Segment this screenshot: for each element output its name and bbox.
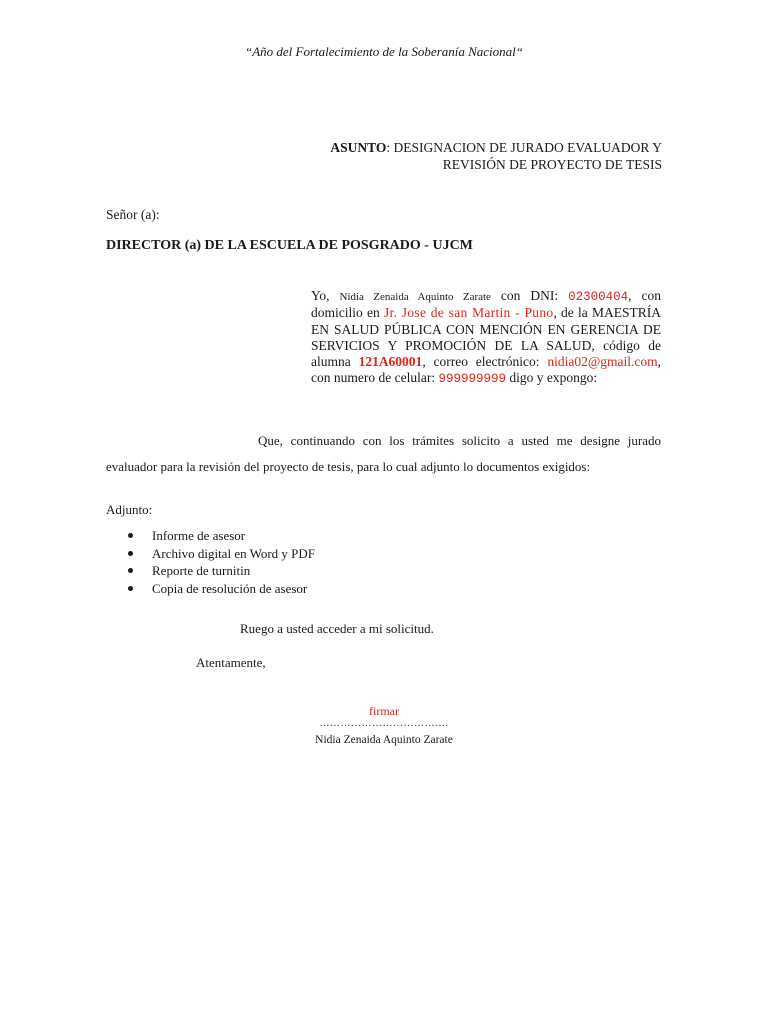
plea: Ruego a usted acceder a mi solicitud. xyxy=(240,621,434,636)
bullet-icon xyxy=(128,533,133,538)
attachments-label: Adjunto: xyxy=(106,502,153,517)
list-item-text: Copia de resolución de asesor xyxy=(152,580,308,596)
bullet-icon xyxy=(128,568,133,573)
email-label: , correo electrónico: xyxy=(422,354,548,370)
email-address: nidia02@gmail.com xyxy=(547,354,658,370)
list-item xyxy=(128,545,315,563)
request-paragraph xyxy=(106,428,661,480)
document-motto: “Año del Fortalecimiento de la Soberanía Nacional“ xyxy=(244,44,524,59)
subject-text-1: : DESIGNACION DE JURADO EVALUADOR Y xyxy=(386,140,662,155)
list-item xyxy=(128,562,315,580)
list-item xyxy=(128,580,315,598)
intro-yo: Yo, xyxy=(311,288,340,303)
intro-domicile-label: , con domicilio en xyxy=(311,288,661,321)
subject-line-2: REVISIÓN DE PROYECTO DE TESIS xyxy=(442,157,662,172)
subject-block xyxy=(242,139,662,173)
signer-name: Nidia Zenaida Aquinto Zarate xyxy=(315,734,453,746)
attachments-list xyxy=(128,527,315,597)
phone-label: , con numero de celular: xyxy=(311,354,661,386)
dni-number: 02300404 xyxy=(568,290,629,304)
program-text: , de la MAESTRÍA EN SALUD PÚBLICA CON MENCIÓN EN GERENCIA DE SERVICIOS Y PROMOCIÓN DE LA SALUD xyxy=(311,305,661,353)
subject-label: ASUNTO xyxy=(330,140,387,155)
list-item-text: Informe de asesor xyxy=(152,528,246,543)
signature-line: ………………………………. xyxy=(319,718,449,729)
list-item-text: Archivo digital en Word y PDF xyxy=(152,545,316,561)
request-text: Que, continuando con los trámites solicito a usted me designe jurado evaluador para la revisión del proyecto de tesis, para lo cual adjunto lo documentos exigidos: xyxy=(106,433,661,474)
addressee: DIRECTOR (a) DE LA ESCUELA DE POSGRADO - UJCM xyxy=(106,238,473,253)
list-item xyxy=(128,527,315,545)
code-label: , código de alumna xyxy=(311,337,661,370)
bullet-icon xyxy=(128,551,133,556)
list-item-text: Reporte de turnitin xyxy=(152,563,251,578)
subject-line-1 xyxy=(242,139,662,156)
phone-number: 999999999 xyxy=(438,372,506,387)
student-code: 121A60001 xyxy=(358,354,423,370)
signature-placeholder: firmar xyxy=(369,704,399,718)
intro-dni-label: con DNI: xyxy=(490,288,569,303)
farewell: Atentamente, xyxy=(196,655,266,670)
applicant-name: Nidia Zenaida Aquinto Zarate xyxy=(339,291,491,303)
introduction-paragraph xyxy=(311,288,661,388)
salutation: Señor (a): xyxy=(106,207,160,222)
address: Jr. Jose de san Martin - Puno xyxy=(383,305,554,321)
intro-closing: digo y expongo: xyxy=(505,370,598,386)
bullet-icon xyxy=(128,586,133,591)
